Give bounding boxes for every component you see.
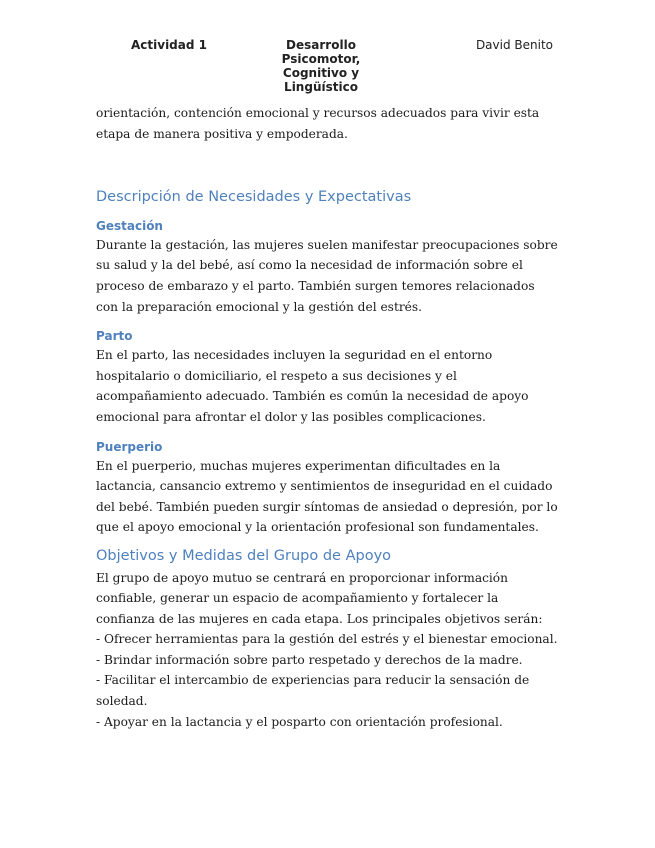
list-item: - Brindar información sobre parto respetado y derechos de la madre. xyxy=(96,652,523,667)
list-item: - Facilitar el intercambio de experiencias para reducir la sensación de soledad. xyxy=(96,673,530,709)
header-activity: Actividad 1 xyxy=(131,38,207,52)
subsection-title-parto: Parto xyxy=(96,329,133,344)
header-subject-line: Psicomotor, xyxy=(281,52,361,66)
header-subject-line: Cognitivo y xyxy=(282,66,360,80)
paragraph-objectives-intro: El grupo de apoyo mutuo se centrará en proporcionar información confiable, generar un espacio de acompañamiento y fortalecer la confianza de las mujeres en cada etapa. Los principales objetivos serán: xyxy=(96,570,543,626)
header-subject xyxy=(268,38,374,94)
subsection-title-gestacion: Gestación xyxy=(96,218,163,233)
list-item: - Ofrecer herramientas para la gestión del estrés y el bienestar emocional. xyxy=(96,632,558,647)
paragraph-puerperio: En el puerperio, muchas mujeres experimentan dificultades en la lactancia, cansancio extremo y sentimientos de inseguridad en el cuidado del bebé. También pueden surgir síntomas de ansiedad o depresión, por lo que el apoyo emocional y la orientación profesional son fundamentales. xyxy=(96,458,558,535)
page-header xyxy=(0,38,655,98)
document-body xyxy=(96,103,560,732)
paragraph-parto: En el parto, las necesidades incluyen la seguridad en el entorno hospitalario o domiciliario, el respeto a sus decisiones y el acompañamiento adecuado. También es común la necesidad de apoyo emocional para afrontar el dolor y las posibles complicaciones. xyxy=(96,348,529,424)
intro-continuation: orientación, contención emocional y recursos adecuados para vivir esta etapa de manera positiva y empoderada. xyxy=(96,106,540,141)
paragraph-gestacion: Durante la gestación, las mujeres suelen manifestar preocupaciones sobre su salud y la del bebé, así como la necesidad de información sobre el proceso de embarazo y el parto. También surgen temores relacionados con la preparación emocional y la gestión del estrés. xyxy=(96,237,558,314)
subsection-title-puerperio: Puerperio xyxy=(96,439,163,454)
section-title-objectives: Objetivos y Medidas del Grupo de Apoyo xyxy=(96,547,392,564)
header-author: David Benito xyxy=(475,38,553,52)
header-subject-line: Desarrollo xyxy=(286,38,356,52)
header-subject-line: Lingüístico xyxy=(284,80,358,94)
list-item: - Apoyar en la lactancia y el posparto con orientación profesional. xyxy=(96,714,503,729)
section-title-needs: Descripción de Necesidades y Expectativas xyxy=(96,189,412,206)
